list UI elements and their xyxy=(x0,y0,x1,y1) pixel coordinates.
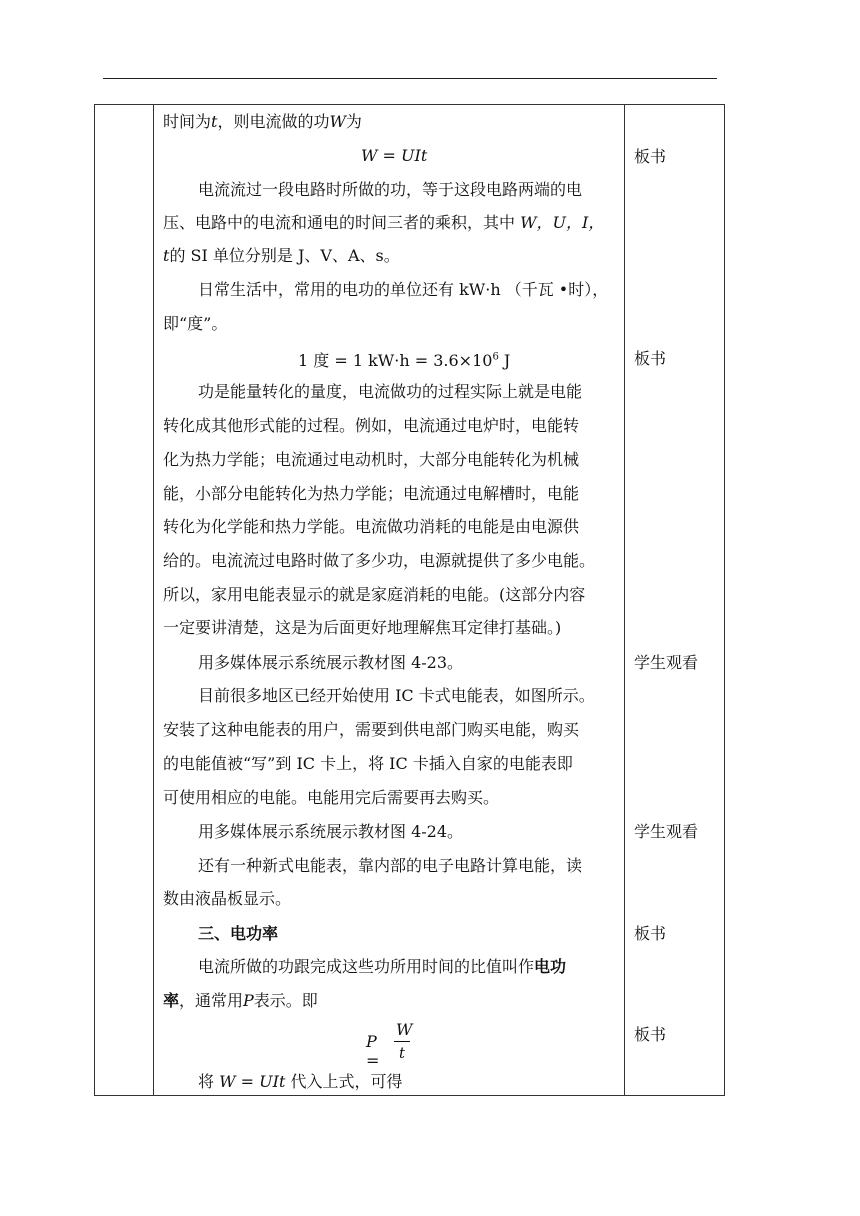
column-divider-right xyxy=(624,105,625,1095)
text-line: 电流流过一段电路时所做的功，等于这段电路两端的电 xyxy=(198,180,583,199)
text-line: 可使用相应的电能。电能用完后需要再去购买。 xyxy=(163,788,500,807)
text-line: 数由液晶板显示。 xyxy=(163,889,292,908)
section-heading: 三、电功率 xyxy=(198,924,279,943)
fraction-bar xyxy=(394,1041,410,1042)
formula-kwh: 1 度 = 1 $kW\cdot h = 3.6\times 10^6$ J xyxy=(298,351,511,370)
formula-lhs: P = xyxy=(366,1032,380,1070)
text-line: 安装了这种电能表的用户，需要到供电部门购买电能，购买 xyxy=(163,720,580,739)
text-line: 转化为化学能和热力学能。电流做功消耗的电能是由电源供 xyxy=(163,517,580,536)
note-blackboard: 板书 xyxy=(634,349,667,368)
text-line: 电流所做的功跟完成这些功所用时间的比值叫作电功 xyxy=(198,957,567,976)
text-line: 给的。电流流过电路时做了多少功，电源就提供了多少电能。 xyxy=(163,551,596,570)
text-line: 功是能量转化的量度，电流做功的过程实际上就是电能 xyxy=(198,382,583,401)
text-line: 所以，家用电能表显示的就是家庭消耗的电能。(这部分内容 xyxy=(163,585,586,604)
text-line: 能，小部分电能转化为热力学能；电流通过电解槽时，电能 xyxy=(163,484,580,503)
note-blackboard: 板书 xyxy=(634,147,667,166)
text-line: 压、电路中的电流和通电的时间三者的乘积，其中 W，U，I， xyxy=(163,213,605,232)
text-line: 的电能值被“写”到 IC 卡上，将 IC 卡插入自家的电能表即 xyxy=(163,754,573,773)
note-blackboard: 板书 xyxy=(634,1025,667,1044)
text-line: 即“度”。 xyxy=(163,314,228,333)
column-divider-left xyxy=(153,105,154,1095)
text-line: 将 W = UIt 代入上式，可得 xyxy=(198,1072,403,1091)
header-rule xyxy=(103,78,717,79)
text-line: 日常生活中，常用的电功的单位还有 kW·h （千瓦 •时）， xyxy=(198,280,609,299)
text-line: 用多媒体展示系统展示教材图 4-23。 xyxy=(198,653,464,672)
text-line: 化为热力学能；电流通过电动机时，大部分电能转化为机械 xyxy=(163,450,580,469)
text-line: t的 SI 单位分别是 J、V、A、s。 xyxy=(163,246,400,265)
text-line: 率，通常用P表示。即 xyxy=(163,991,318,1010)
formula-numerator: W xyxy=(396,1020,413,1039)
text-line: 转化成其他形式能的过程。例如，电流通过电炉时，电能转 xyxy=(163,416,580,435)
note-student-observe: 学生观看 xyxy=(634,653,699,672)
text-line: 时间为t，则电流做的功W为 xyxy=(163,112,362,131)
text-line: 一定要讲清楚，这是为后面更好地理解焦耳定律打基础。) xyxy=(163,618,562,637)
text-line: 还有一种新式电能表，靠内部的电子电路计算电能，读 xyxy=(198,856,583,875)
formula-denominator: t xyxy=(399,1044,406,1062)
text-line: 目前很多地区已经开始使用 IC 卡式电能表，如图所示。 xyxy=(198,686,595,705)
formula-w-uit: W = UIt xyxy=(361,146,428,165)
note-blackboard: 板书 xyxy=(634,924,667,943)
text-line: 用多媒体展示系统展示教材图 4-24。 xyxy=(198,822,464,841)
note-student-observe: 学生观看 xyxy=(634,822,699,841)
